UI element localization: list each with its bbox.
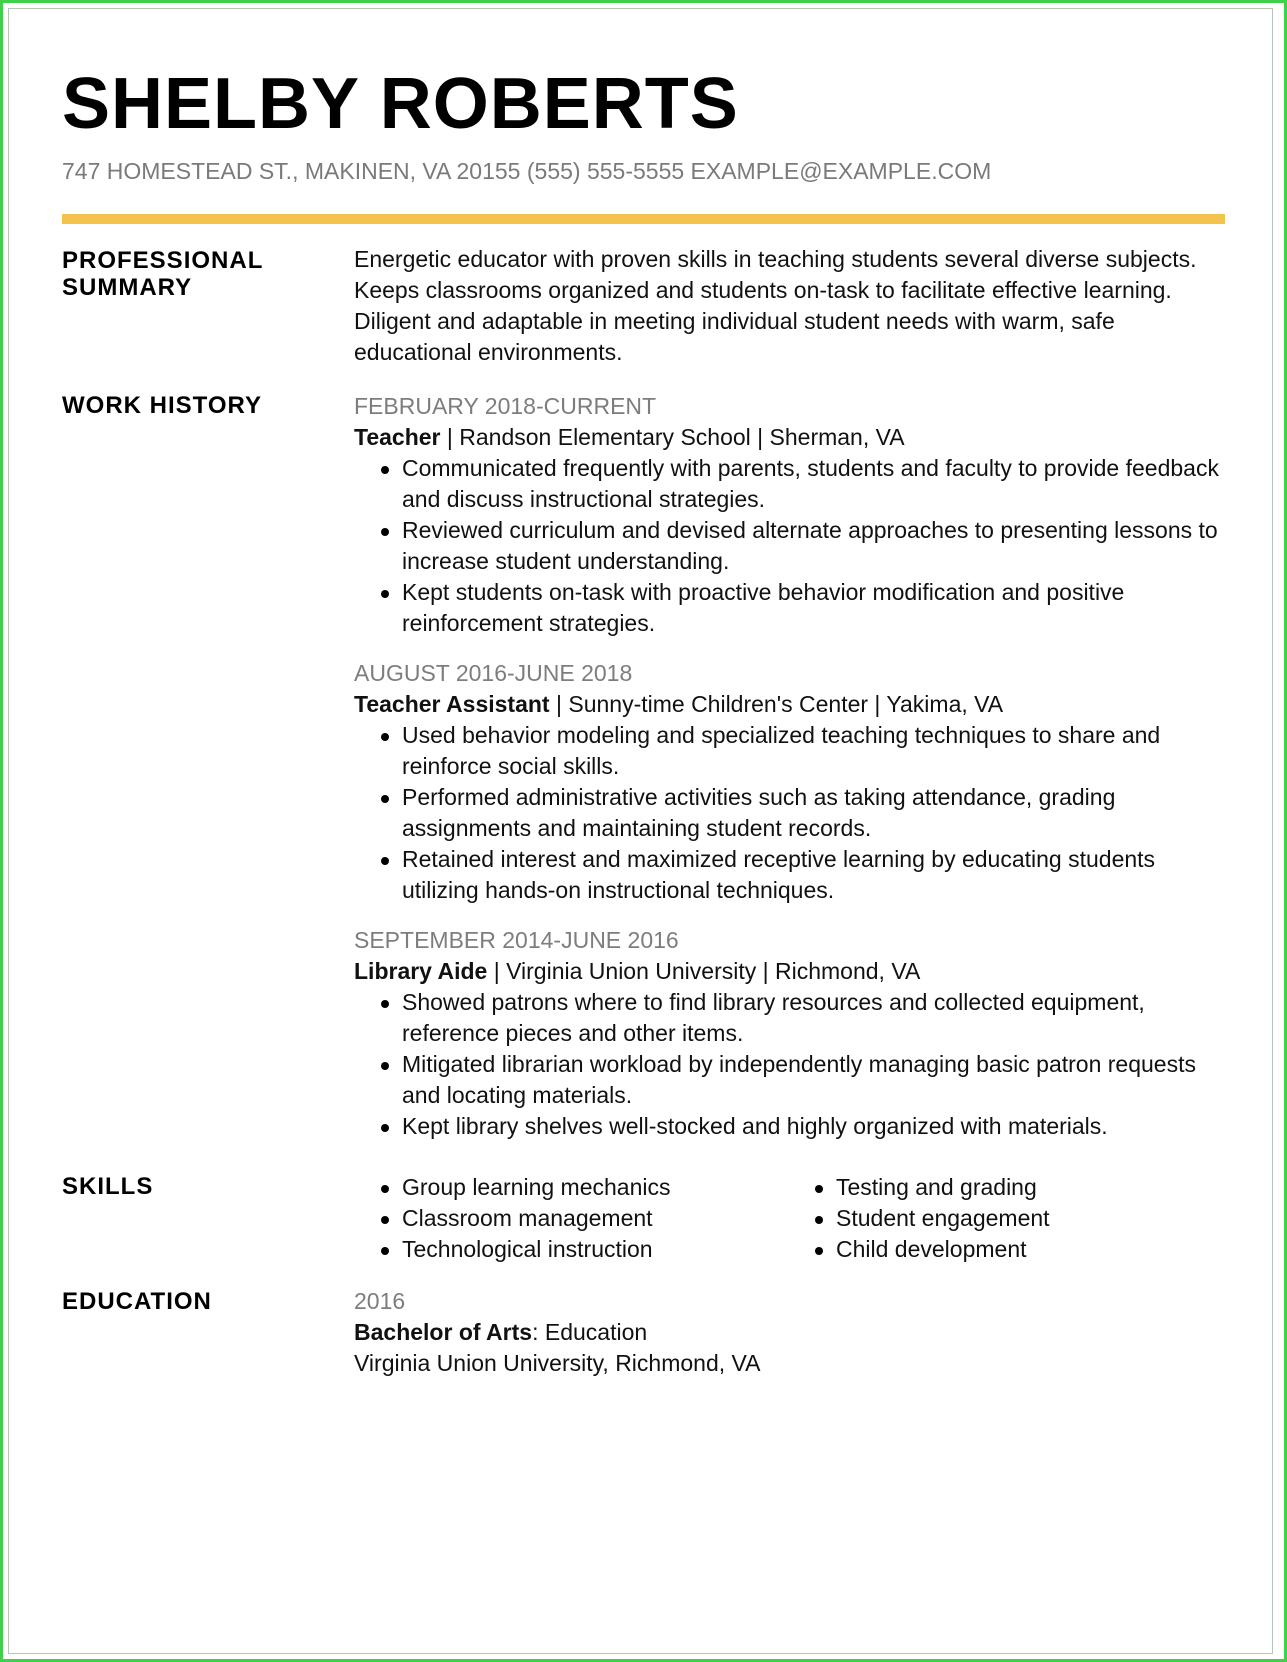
job-bullet: Communicated frequently with parents, students and faculty to provide feedback and discuss instructional strategies. <box>402 453 1234 515</box>
job-bullet: Kept students on-task with proactive behavior modification and positive reinforcement strategies. <box>402 577 1234 639</box>
job-bullet: Used behavior modeling and specialized teaching techniques to share and reinforce social skills. <box>402 720 1234 782</box>
section-label-work-history: WORK HISTORY <box>62 392 263 419</box>
job-details: | Virginia Union University | Richmond, VA <box>487 958 921 984</box>
skills-list-right <box>788 1172 1256 1265</box>
education-degree-line <box>354 1317 1234 1348</box>
job-details: | Sunny-time Children's Center | Yakima, VA <box>549 691 1004 717</box>
job-entry <box>354 658 1234 906</box>
summary-label-line1: PROFESSIONAL <box>62 247 264 274</box>
job-dates: SEPTEMBER 2014-JUNE 2016 <box>354 927 679 953</box>
skill-item: Student engagement <box>836 1203 1256 1234</box>
education-degree: Bachelor of Arts <box>354 1319 533 1345</box>
summary-text: Energetic educator with proven skills in teaching students several diverse subjects. Keeps classrooms organized and students on-task to facilitate effective learning. Diligent and adaptable in meeting individual student needs with warm, safe educational environments. <box>354 246 1197 365</box>
work-history-section <box>354 391 1234 1161</box>
education-year: 2016 <box>354 1288 406 1314</box>
skills-list-left <box>354 1172 822 1265</box>
section-label-education: EDUCATION <box>62 1288 212 1315</box>
skill-item: Group learning mechanics <box>402 1172 822 1203</box>
job-details: | Randson Elementary School | Sherman, VA <box>440 424 905 450</box>
job-bullet: Kept library shelves well-stocked and highly organized with materials. <box>402 1111 1234 1142</box>
candidate-name: SHELBY ROBERTS <box>62 64 739 144</box>
skills-section <box>354 1172 1234 1272</box>
job-title: Teacher Assistant <box>354 691 550 717</box>
job-bullets <box>354 720 1234 906</box>
education-school: Virginia Union University, Richmond, VA <box>354 1350 761 1376</box>
job-bullets <box>354 453 1234 639</box>
section-label-skills: SKILLS <box>62 1173 154 1200</box>
education-section <box>354 1286 1234 1379</box>
job-bullet: Retained interest and maximized receptive learning by educating students utilizing hands-on instructional techniques. <box>402 844 1234 906</box>
skill-item: Classroom management <box>402 1203 822 1234</box>
skill-item: Testing and grading <box>836 1172 1256 1203</box>
job-title: Teacher <box>354 424 441 450</box>
accent-divider <box>62 214 1225 224</box>
job-line <box>354 689 1234 720</box>
contact-info: 747 HOMESTEAD ST., MAKINEN, VA 20155 (555) 555-5555 EXAMPLE@EXAMPLE.COM <box>62 158 992 184</box>
job-entry <box>354 391 1234 639</box>
skill-item: Technological instruction <box>402 1234 822 1265</box>
job-entry <box>354 925 1234 1142</box>
job-dates: FEBRUARY 2018-CURRENT <box>354 393 657 419</box>
section-label-summary <box>62 247 263 301</box>
job-bullets <box>354 987 1234 1142</box>
skill-item: Child development <box>836 1234 1256 1265</box>
job-line <box>354 422 1234 453</box>
job-bullet: Performed administrative activities such as taking attendance, grading assignments and maintaining student records. <box>402 782 1234 844</box>
job-bullet: Mitigated librarian workload by independently managing basic patron requests and locating materials. <box>402 1049 1234 1111</box>
education-field: : Education <box>532 1319 648 1345</box>
summary-label-line2: SUMMARY <box>62 274 193 301</box>
job-dates: AUGUST 2016-JUNE 2018 <box>354 660 633 686</box>
job-title: Library Aide <box>354 958 488 984</box>
summary-section <box>354 244 1234 368</box>
job-bullet: Showed patrons where to find library resources and collected equipment, reference pieces and other items. <box>402 987 1234 1049</box>
job-bullet: Reviewed curriculum and devised alternate approaches to presenting lessons to increase student understanding. <box>402 515 1234 577</box>
job-line <box>354 956 1234 987</box>
